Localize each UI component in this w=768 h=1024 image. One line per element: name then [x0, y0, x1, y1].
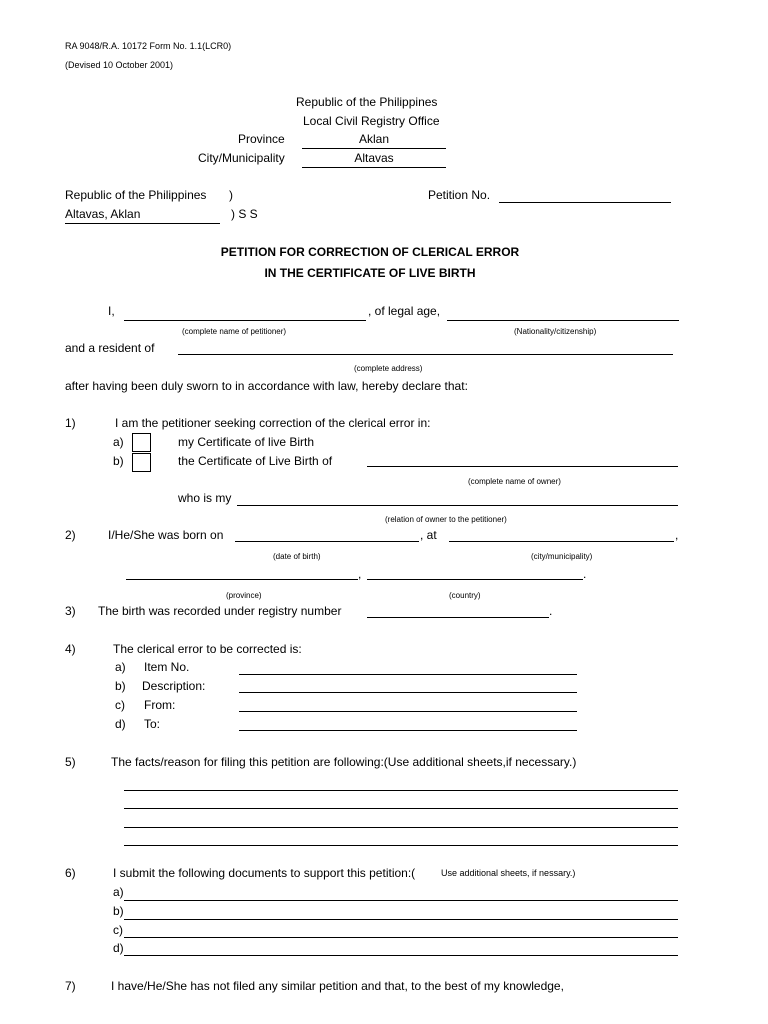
form-id: RA 9048/R.A. 10172 Form No. 1.1(LCR0) [65, 41, 232, 51]
reason-line-2[interactable] [124, 808, 678, 809]
province-caption: (province) [226, 591, 262, 600]
province-value[interactable]: Aklan [358, 132, 390, 146]
document-d-field[interactable] [124, 955, 678, 956]
item1-a-checkbox[interactable] [132, 433, 151, 452]
item4-d-label: d) [115, 717, 126, 731]
item1-b-checkbox[interactable] [132, 453, 151, 472]
item2-at: , at [420, 528, 437, 542]
nationality-field[interactable] [447, 320, 679, 321]
item6-text: I submit the following documents to support this petition:( [113, 866, 416, 880]
item1-b-label: b) [113, 454, 124, 468]
to-field[interactable] [239, 730, 577, 731]
item4-d-text: To: [144, 717, 161, 731]
who-is-my-text: who is my [178, 491, 232, 505]
header-republic: Republic of the Philippines [296, 95, 438, 109]
item7-text: I have/He/She has not filed any similar petition and that, to the best of my knowledge, [111, 979, 564, 993]
item5-number: 5) [65, 755, 76, 769]
item1-a-text: my Certificate of live Birth [178, 435, 315, 449]
province-label: Province [238, 132, 285, 146]
nationality-caption: (Nationality/citizenship) [514, 327, 597, 336]
resident-text: and a resident of [65, 341, 155, 355]
relation-caption: (relation of owner to the petitioner) [385, 515, 507, 524]
country-caption: (country) [449, 591, 481, 600]
address-field[interactable] [178, 354, 673, 355]
registry-number-field[interactable] [367, 617, 549, 618]
document-a-field[interactable] [124, 900, 678, 901]
province-line [302, 148, 446, 149]
petition-no-label: Petition No. [428, 188, 491, 202]
document-c-field[interactable] [124, 937, 678, 938]
owner-caption: (complete name of owner) [468, 477, 561, 486]
item1-b-text: the Certificate of Live Birth of [178, 454, 333, 468]
item4-number: 4) [65, 642, 76, 656]
item4-b-text: Description: [142, 679, 206, 693]
birth-province-field[interactable] [126, 579, 358, 580]
item3-number: 3) [65, 604, 76, 618]
title-line1: PETITION FOR CORRECTION OF CLERICAL ERROR [220, 245, 520, 259]
reason-line-1[interactable] [124, 790, 678, 791]
title-line2: IN THE CERTIFICATE OF LIVE BIRTH [264, 266, 476, 280]
item2-text: I/He/She was born on [108, 528, 224, 542]
item4-a-text: Item No. [144, 660, 190, 674]
item1-a-label: a) [113, 435, 124, 449]
item4-b-label: b) [115, 679, 126, 693]
reason-line-3[interactable] [124, 827, 678, 828]
item4-a-label: a) [115, 660, 126, 674]
birth-city-field[interactable] [449, 541, 674, 542]
venue-republic: Republic of the Philippines [65, 188, 207, 202]
item6-a-label: a) [113, 885, 124, 899]
birth-country-field[interactable] [367, 579, 583, 580]
header-office: Local Civil Registry Office [303, 114, 440, 128]
city-label: City/Municipality [198, 151, 285, 165]
reason-line-4[interactable] [124, 845, 678, 846]
item1-number: 1) [65, 416, 76, 430]
relation-field[interactable] [237, 505, 678, 506]
dob-caption: (date of birth) [273, 552, 321, 561]
item-no-field[interactable] [239, 674, 577, 675]
venue-ss: ) S S [231, 207, 258, 221]
city-line [302, 167, 446, 168]
city-value[interactable]: Altavas [354, 151, 394, 165]
item3-period: . [549, 604, 553, 618]
item5-text: The facts/reason for filing this petition are following:(Use additional sheets,if necessary.) [111, 755, 577, 769]
item6-number: 6) [65, 866, 76, 880]
item6-b-label: b) [113, 904, 124, 918]
item6-c-label: c) [113, 923, 123, 937]
revision-date: (Devised 10 October 2001) [65, 60, 174, 70]
venue-paren: ) [229, 188, 233, 202]
city-caption: (city/municipality) [531, 552, 593, 561]
item4-c-text: From: [144, 698, 176, 712]
item7-number: 7) [65, 979, 76, 993]
dob-field[interactable] [235, 541, 419, 542]
description-field[interactable] [239, 692, 577, 693]
venue-place: Altavas, Aklan [65, 207, 141, 221]
petitioner-name-field[interactable] [124, 320, 366, 321]
item6-small-note: Use additional sheets, if nessary.) [441, 868, 576, 878]
from-field[interactable] [239, 711, 577, 712]
item2-number: 2) [65, 528, 76, 542]
document-b-field[interactable] [124, 919, 678, 920]
item2-comma: , [675, 528, 679, 542]
petition-no-field[interactable] [499, 202, 671, 203]
venue-place-line [65, 223, 220, 224]
legal-age-text: , of legal age, [368, 304, 441, 318]
item6-d-label: d) [113, 941, 124, 955]
owner-name-field[interactable] [367, 466, 678, 467]
address-caption: (complete address) [354, 364, 423, 373]
item3-text: The birth was recorded under registry number [98, 604, 342, 618]
intro-i: I, [108, 304, 115, 318]
item1-text: I am the petitioner seeking correction of the clerical error in: [115, 416, 431, 430]
name-caption: (complete name of petitioner) [182, 327, 287, 336]
sworn-text: after having been duly sworn to in accordance with law, hereby declare that: [65, 379, 468, 393]
item2-period: . [583, 567, 587, 581]
item4-c-label: c) [115, 698, 125, 712]
item2-comma2: , [358, 567, 362, 581]
item4-text: The clerical error to be corrected is: [113, 642, 302, 656]
